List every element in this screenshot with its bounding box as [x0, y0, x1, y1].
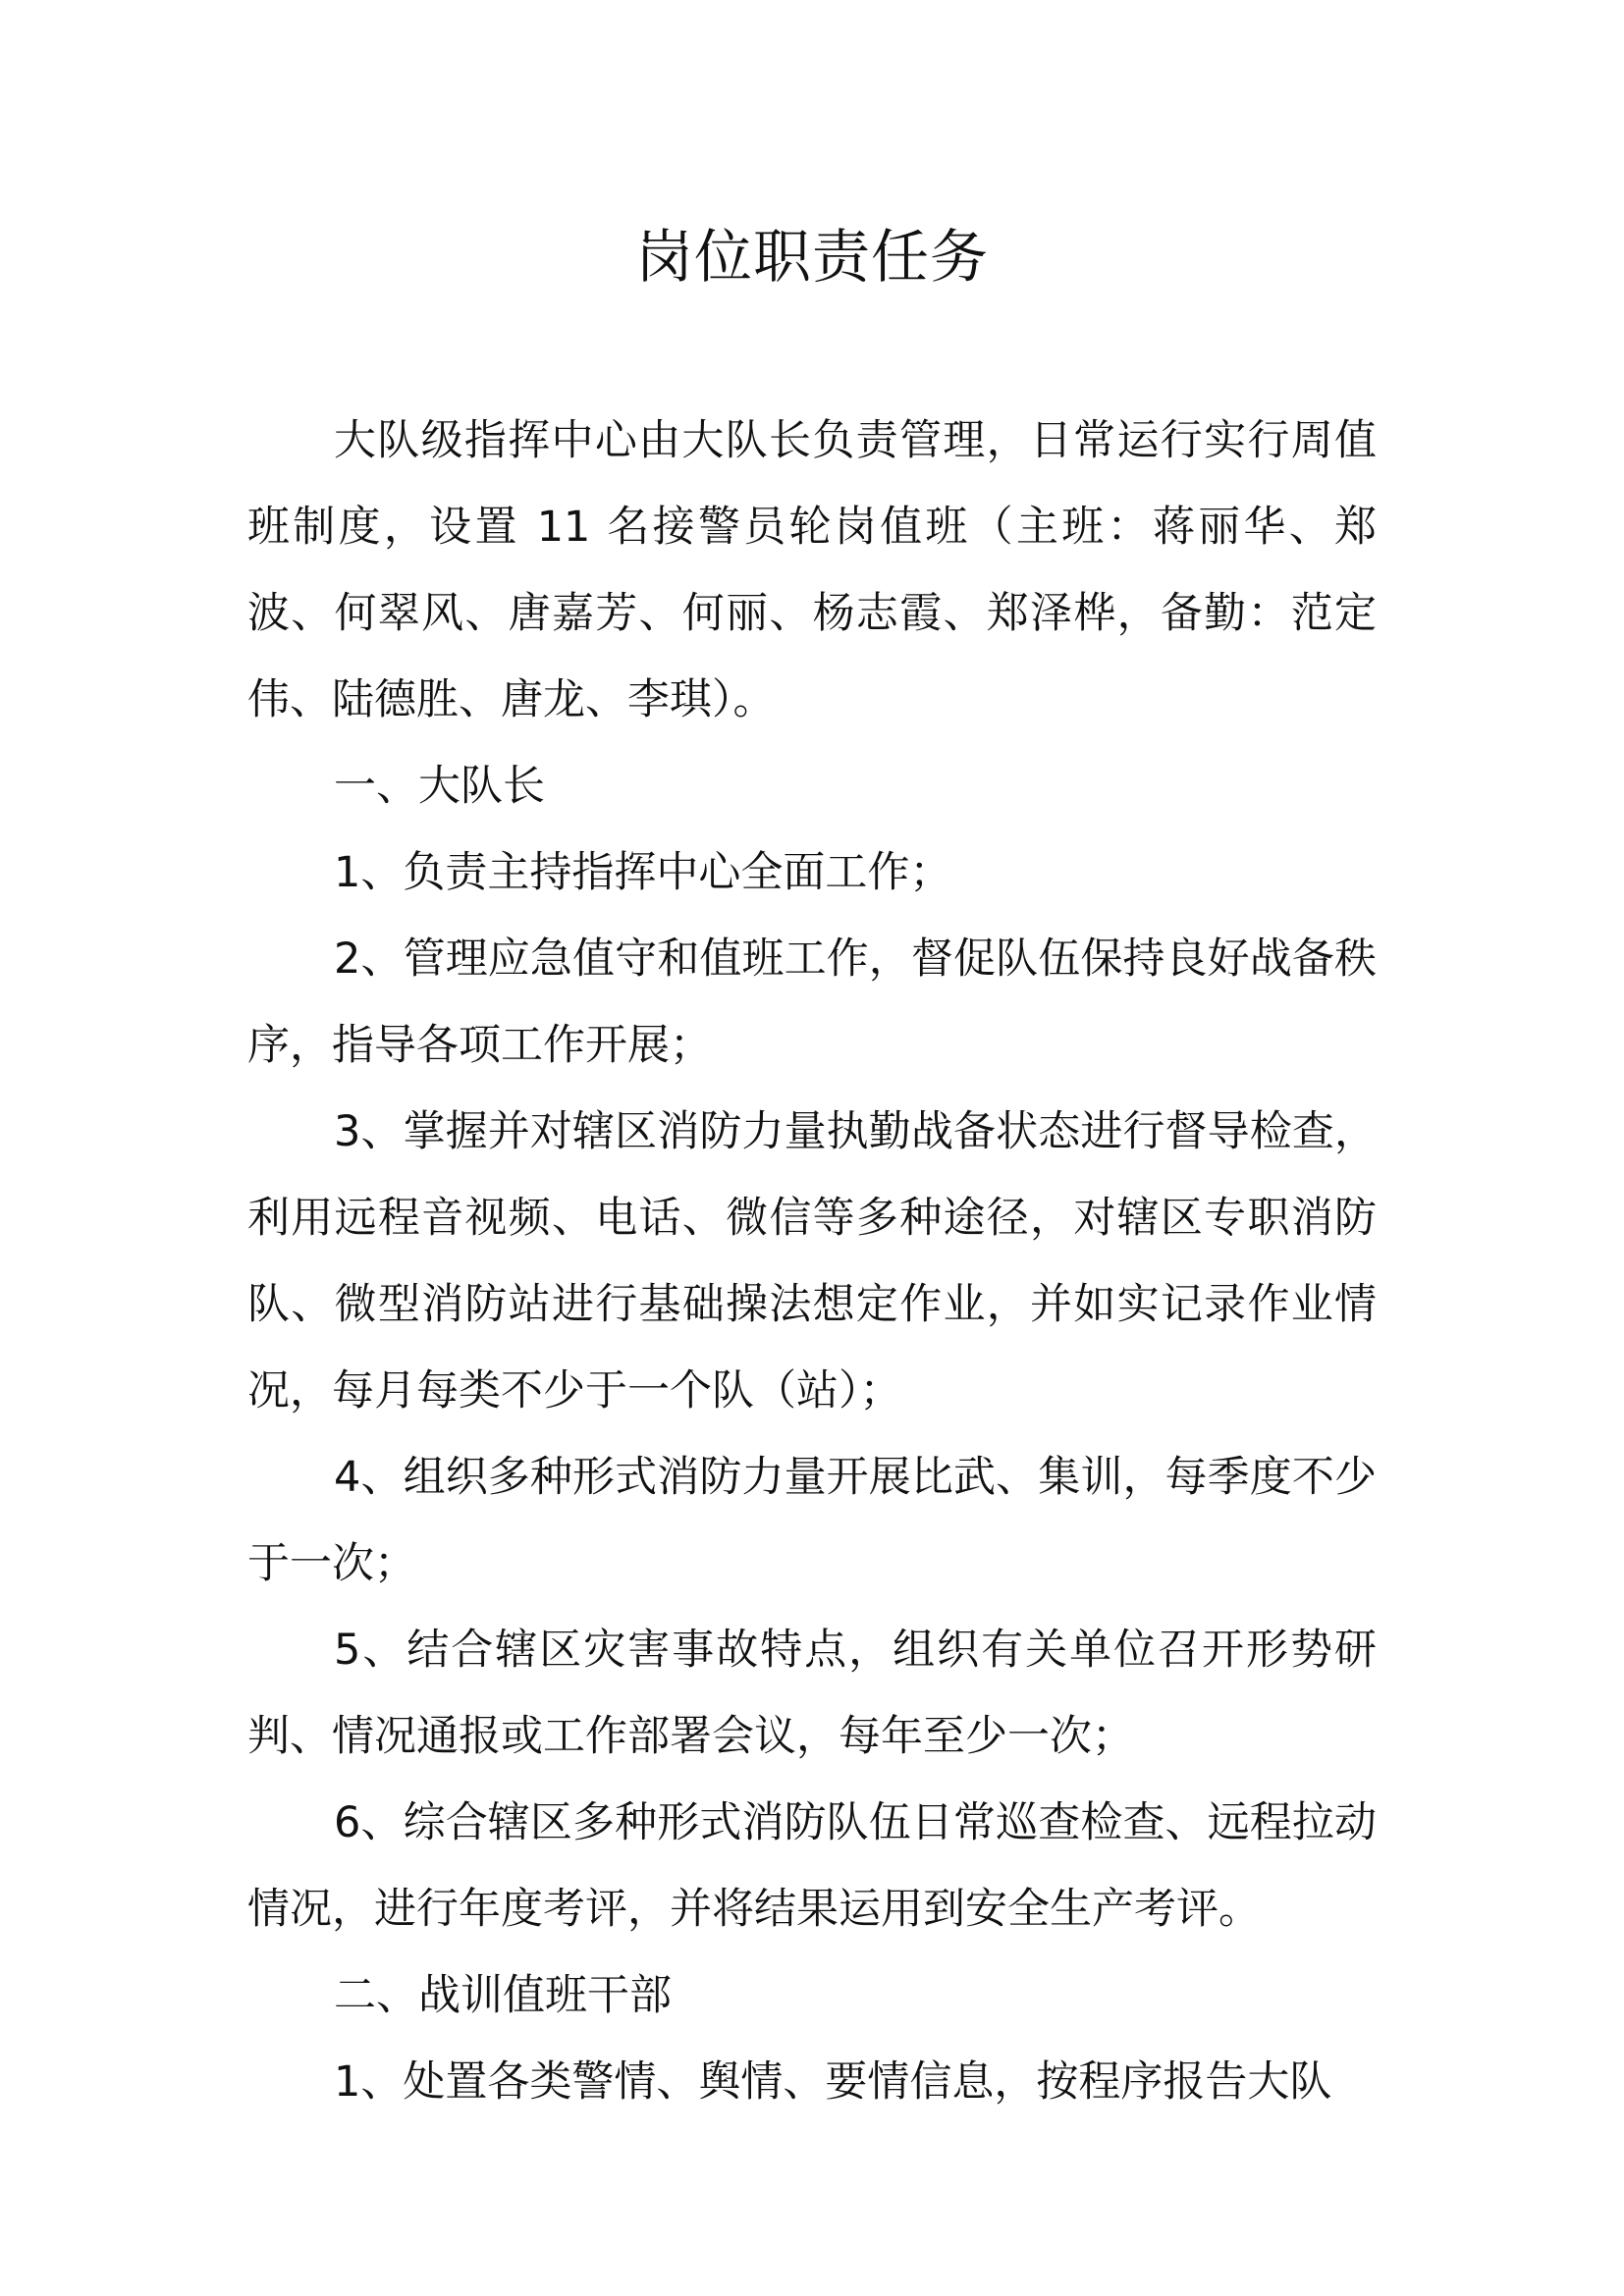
section-heading-captain: 一、大队长 [334, 762, 545, 811]
list-item: 2、管理应急值守和值班工作，督促队伍保持良好战备秩序，指导各项工作开展； [247, 934, 1377, 1070]
list-item: 3、掌握并对辖区消防力量执勤战备状态进行督导检查，利用远程音视频、电话、微信等多种途径，对辖区专职消防队、微型消防站进行基础操法想定作业，并如实记录作业情况，每月每类不少于一个队（站）； [247, 1107, 1377, 1415]
list-item: 6、综合辖区多种形式消防队伍日常巡查检查、远程拉动情况，进行年度考评，并将结果运用到安全生产考评。 [247, 1798, 1377, 1934]
list-item: 5、结合辖区灾害事故特点，组织有关单位召开形势研判、情况通报或工作部署会议，每年至少一次； [247, 1626, 1377, 1761]
paragraph-intro: 大队级指挥中心由大队长负责管理，日常运行实行周值班制度，设置 11 名接警员轮岗值班（主班：蒋丽华、郑波、何翠风、唐嘉芳、何丽、杨志霞、郑泽桦，备勤：范定伟、陆德胜、唐龙、李琪）。 [247, 416, 1377, 724]
list-item: 4、组织多种形式消防力量开展比武、集训，每季度不少于一次； [247, 1453, 1377, 1588]
list-item: 1、负责主持指挥中心全面工作； [334, 848, 952, 897]
document-title: 岗位职责任务 [634, 223, 989, 291]
list-item: 1、处置各类警情、舆情、要情信息，按程序报告大队 [334, 2057, 1332, 2107]
document-body [247, 398, 1377, 2125]
section-heading-duty-officer: 二、战训值班干部 [334, 1971, 672, 2020]
